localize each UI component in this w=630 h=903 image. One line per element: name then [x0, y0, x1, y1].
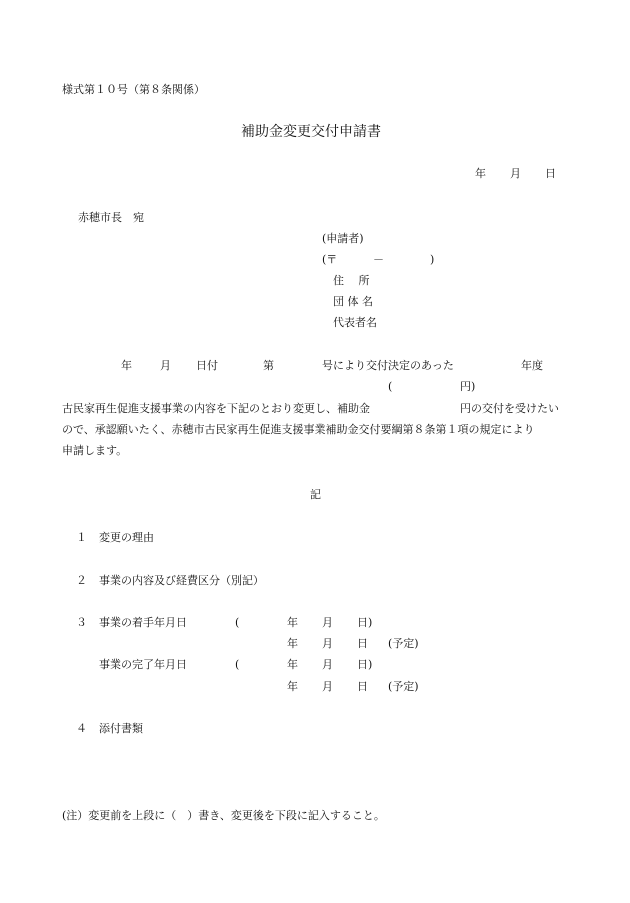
end-date-month: 月 — [322, 658, 333, 671]
end-planned-day: 日 — [357, 680, 368, 693]
start-planned-day: 日 — [357, 637, 368, 650]
end-planned-month: 月 — [322, 680, 333, 693]
decision-text: 号により交付決定のあった — [322, 359, 454, 372]
organization-label: 団 体 名 — [333, 295, 373, 308]
start-planned-label: (予定) — [388, 637, 419, 650]
fiscal-year-label: 年度 — [521, 359, 543, 372]
start-date-month: 月 — [322, 616, 333, 629]
decision-number-prefix: 第 — [263, 359, 274, 372]
form-number: 様式第１０号（第８条関係） — [62, 83, 205, 96]
start-date-year: 年 — [287, 616, 298, 629]
page-title: 補助金変更交付申請書 — [241, 124, 381, 140]
end-date-label: 事業の完了年月日 — [99, 658, 187, 671]
applicant-heading: (申請者) — [322, 232, 364, 245]
item2-label: 事業の内容及び経費区分（別記） — [99, 574, 264, 587]
date-month-label: 月 — [510, 167, 521, 180]
end-date-day-close: 日) — [357, 658, 373, 671]
body-text-line4: ので、承認願いたく、赤穂市古民家再生促進支援事業補助金交付要綱第８条第１項の規定により — [62, 423, 535, 436]
item2-number: ２ — [76, 574, 87, 587]
start-planned-year: 年 — [287, 637, 298, 650]
amount-yen-close: 円) — [460, 380, 476, 393]
body-text-line3a: 古民家再生促進支援事業の内容を下記のとおり変更し、補助金 — [62, 402, 370, 415]
start-date-day-close: 日) — [357, 616, 373, 629]
end-planned-year: 年 — [287, 680, 298, 693]
ki-heading: 記 — [310, 488, 321, 501]
body-text-line5: 申請します。 — [62, 444, 128, 457]
end-date-paren-open: ( — [235, 658, 240, 671]
addressee: 赤穂市長 宛 — [78, 211, 144, 224]
postal-dash: － — [373, 253, 384, 266]
body-text-line3b: 円の交付を受けたい — [460, 402, 559, 415]
decision-day-label: 日付 — [196, 359, 218, 372]
item4-label: 添付書類 — [99, 722, 143, 735]
end-planned-label: (予定) — [388, 680, 419, 693]
date-year-label: 年 — [475, 167, 486, 180]
item1-number: １ — [76, 531, 87, 544]
amount-paren-open: ( — [388, 380, 393, 393]
start-date-label: 事業の着手年月日 — [99, 616, 187, 629]
address-label: 住 所 — [333, 274, 370, 287]
item3-number: ３ — [76, 616, 87, 629]
footnote: (注）変更前を上段に（ ）書き、変更後を下段に記入すること。 — [62, 809, 385, 822]
date-day-label: 日 — [545, 167, 556, 180]
representative-label: 代表者名 — [333, 316, 377, 329]
start-date-paren-open: ( — [235, 616, 240, 629]
end-date-year: 年 — [287, 658, 298, 671]
start-planned-month: 月 — [322, 637, 333, 650]
postal-close: ) — [430, 253, 435, 266]
decision-month-label: 月 — [160, 359, 171, 372]
postal-prefix: (〒 — [322, 253, 338, 266]
decision-year-label: 年 — [121, 359, 132, 372]
item4-number: ４ — [76, 722, 87, 735]
item1-label: 変更の理由 — [99, 531, 154, 544]
